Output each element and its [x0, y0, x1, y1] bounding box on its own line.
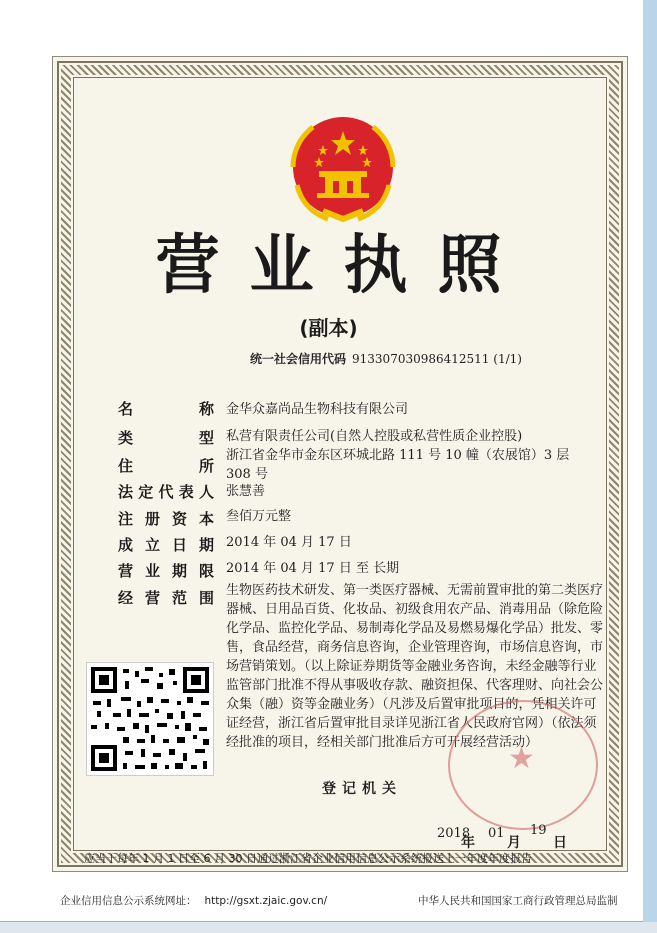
issue-year-unit: 年	[461, 835, 475, 851]
field-label-legal-rep: 法定代表人	[118, 483, 214, 501]
issue-day-unit: 日	[553, 835, 567, 851]
field-value-capital: 叁佰万元整	[226, 509, 292, 524]
field-label-type: 类型	[118, 429, 214, 447]
annual-report-notice: 应当于每年 1 月 1 日至 6 月 30 日通过浙江省企业信用信息公示系统报送上一年度年度报告	[84, 852, 532, 865]
footer-website-label: 企业信用信息公示系统网址：	[60, 895, 197, 907]
field-label-address: 住所	[118, 457, 214, 475]
window-edge	[643, 0, 657, 933]
credit-code-row	[250, 350, 522, 367]
field-value-established: 2014 年 04 月 17 日	[226, 535, 352, 550]
footer-supervisor: 中华人民共和国国家工商行政管理总局监制	[418, 895, 618, 907]
window-bottom-bar	[0, 922, 657, 933]
issue-year: 2018	[437, 826, 471, 841]
credit-code-label: 统一社会信用代码	[250, 352, 347, 366]
official-seal	[448, 700, 598, 830]
seal-star-icon: ★	[508, 741, 535, 776]
field-label-name: 名称	[118, 400, 214, 418]
field-label-established: 成立日期	[118, 536, 214, 554]
license-title: 营业执照	[155, 229, 532, 303]
issue-day: 19	[530, 823, 547, 838]
license-subtitle: (副本)	[299, 316, 358, 340]
issue-month-unit: 月	[507, 835, 521, 851]
field-value-address: 浙江省金华市金东区环城北路 111 号 10 幢（农展馆）3 层 308 号	[226, 448, 570, 482]
field-label-scope: 经营范围	[118, 589, 214, 607]
field-value-term: 2014 年 04 月 17 日 至 长期	[226, 561, 400, 576]
field-value-legal-rep: 张慧善	[226, 484, 266, 499]
footer-website	[60, 893, 327, 908]
footer-website-url[interactable]: http://gsxt.zjaic.gov.cn/	[204, 895, 328, 907]
qr-code	[86, 662, 214, 776]
credit-code-value: 913307030986412511 (1/1)	[352, 352, 522, 366]
field-value-type: 私营有限责任公司(自然人控股或私营性质企业控股)	[226, 429, 523, 444]
registration-authority: 登记机关	[322, 781, 402, 797]
field-value-scope: 生物医药技术研发、第一类医疗器械、无需前置审批的第二类医疗器械、日用品百货、化妆品、初级食用农产品、消毒用品（除危险化学品、监控化学品、易制毒化学品及易燃易爆化学品）批发、零售，食品经营，商务信息咨询，企业管理咨询，市场信息咨询，市场营销策划。（以上除证券期货等金融业务咨询，未经金融等行业监管部门批准不得从事吸收存款、融资担保、代客理财、向社会公众集（融）资等金融业务）（凡涉及后置审批项目的，凭相关许可证经营，浙江省后置审批目录详见浙江省人民政府官网）（依法须经批准的项目，经相关部门批准后方可开展经营活动）	[226, 583, 604, 750]
field-value-name: 金华众嘉尚品生物科技有限公司	[226, 402, 409, 417]
national-emblem-icon	[283, 115, 403, 227]
field-label-term: 营业期限	[118, 562, 214, 580]
issue-month: 01	[488, 826, 505, 841]
field-label-capital: 注册资本	[118, 510, 214, 528]
